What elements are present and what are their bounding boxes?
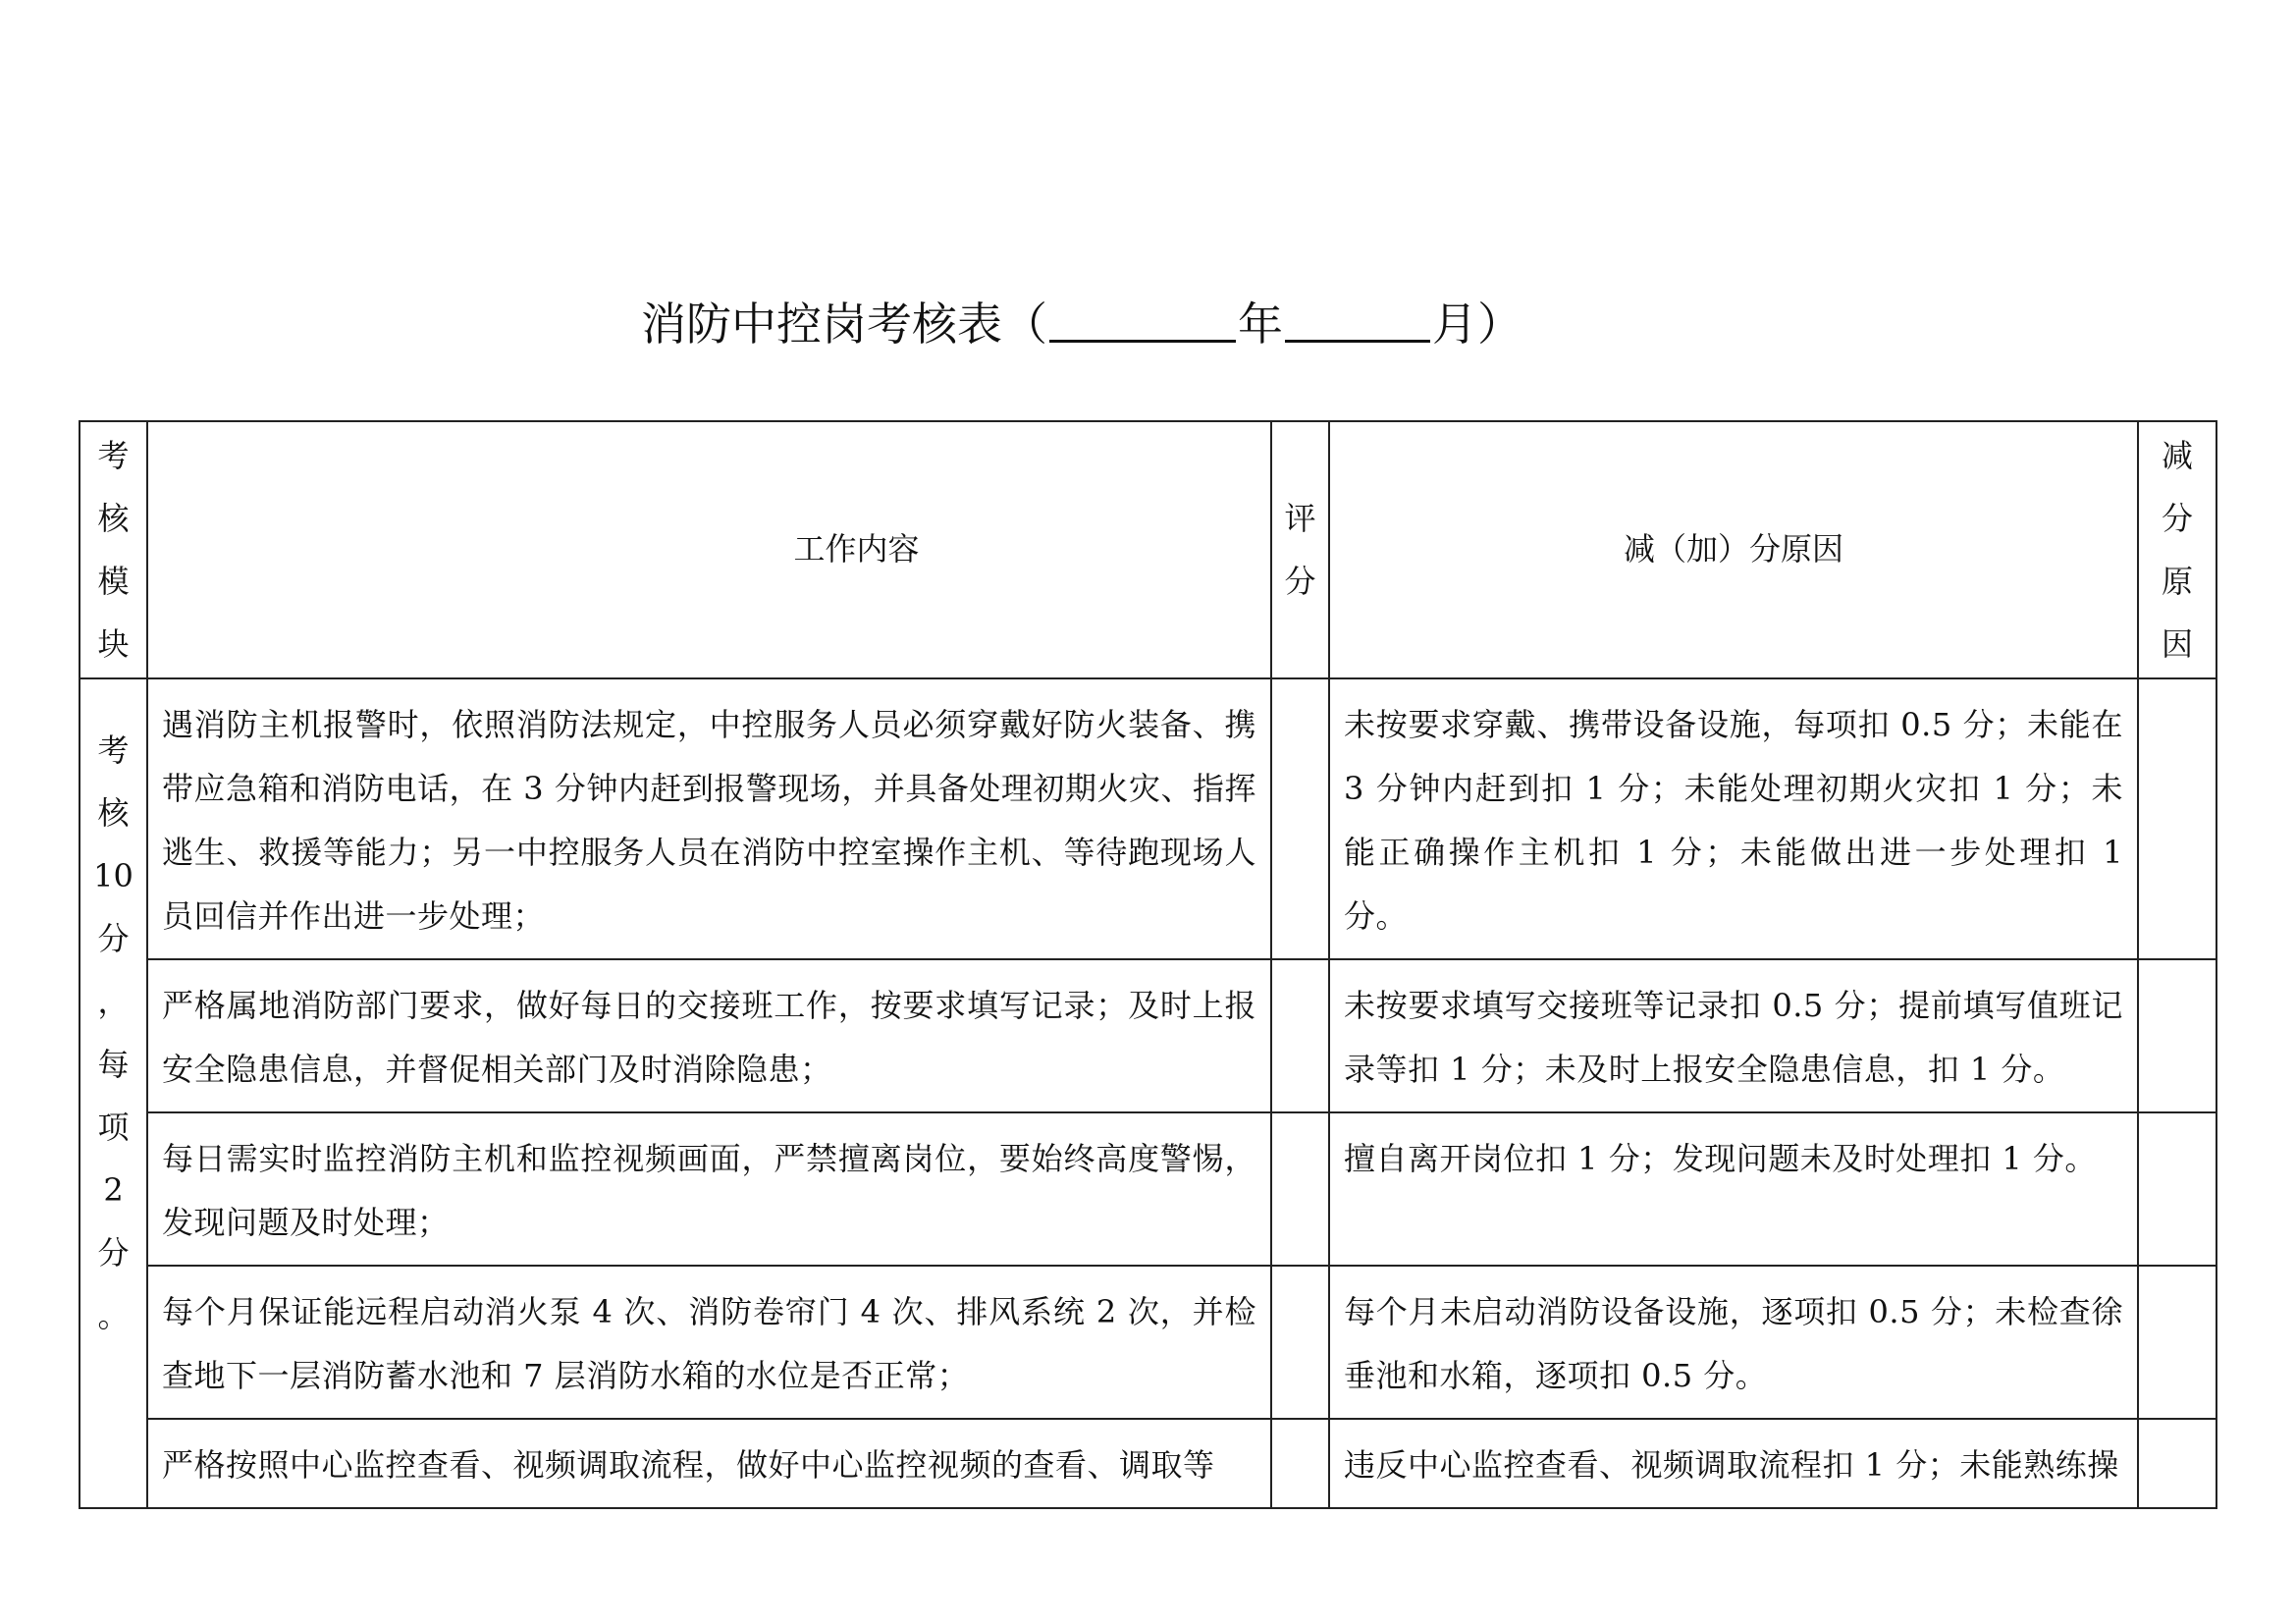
content-cell: 每个月保证能远程启动消火泵 4 次、消防卷帘门 4 次、排风系统 2 次，并检查地下一层消防蓄水池和 7 层消防水箱的水位是否正常； [147, 1266, 1271, 1419]
score-cell[interactable] [1271, 678, 1329, 959]
header-row [80, 421, 2216, 678]
month-blank-line [1285, 306, 1430, 343]
score-cell[interactable] [1271, 1419, 1329, 1508]
deduction-reason-cell[interactable] [2138, 1419, 2216, 1508]
reason-cell: 擅自离开岗位扣 1 分；发现问题未及时处理扣 1 分。 [1329, 1112, 2138, 1266]
deduction-reason-cell[interactable] [2138, 678, 2216, 959]
title-year-label: 年 [1238, 298, 1283, 351]
header-module: 考 核 模 块 [80, 421, 147, 678]
table-row [80, 959, 2216, 1112]
content-cell: 每日需实时监控消防主机和监控视频画面，严禁擅离岗位，要始终高度警惕，发现问题及时处理； [147, 1112, 1271, 1266]
deduction-reason-cell[interactable] [2138, 1112, 2216, 1266]
reason-cell: 违反中心监控查看、视频调取流程扣 1 分；未能熟练操 [1329, 1419, 2138, 1508]
assessment-table [79, 420, 2217, 1509]
table-row [80, 1419, 2216, 1508]
table-row [80, 678, 2216, 959]
page-title [641, 291, 1522, 357]
reason-cell: 每个月未启动消防设备设施，逐项扣 0.5 分；未检查徐垂池和水箱，逐项扣 0.5 分。 [1329, 1266, 2138, 1419]
title-month-label: 月） [1432, 298, 1522, 351]
year-blank-line [1049, 306, 1236, 343]
score-cell[interactable] [1271, 1266, 1329, 1419]
deduction-reason-cell[interactable] [2138, 959, 2216, 1112]
score-cell[interactable] [1271, 1112, 1329, 1266]
title-prefix: 消防中控岗考核表（ [641, 298, 1047, 351]
table-row [80, 1112, 2216, 1266]
reason-cell: 未按要求填写交接班等记录扣 0.5 分；提前填写值班记录等扣 1 分；未及时上报安全隐患信息，扣 1 分。 [1329, 959, 2138, 1112]
table-row [80, 1266, 2216, 1419]
header-deduction-reason: 减 分 原 因 [2138, 421, 2216, 678]
header-reason: 减（加）分原因 [1329, 421, 2138, 678]
content-cell: 严格属地消防部门要求，做好每日的交接班工作，按要求填写记录；及时上报安全隐患信息，并督促相关部门及时消除隐患； [147, 959, 1271, 1112]
content-cell: 严格按照中心监控查看、视频调取流程，做好中心监控视频的查看、调取等 [147, 1419, 1271, 1508]
module-cell: 考 核 10 分 ， 每 项 2 分 。 [80, 678, 147, 1508]
header-score: 评 分 [1271, 421, 1329, 678]
reason-cell: 未按要求穿戴、携带设备设施，每项扣 0.5 分；未能在 3 分钟内赶到扣 1 分；未能处理初期火灾扣 1 分；未能正确操作主机扣 1 分；未能做出进一步处理扣 1 分。 [1329, 678, 2138, 959]
deduction-reason-cell[interactable] [2138, 1266, 2216, 1419]
score-cell[interactable] [1271, 959, 1329, 1112]
content-cell: 遇消防主机报警时，依照消防法规定，中控服务人员必须穿戴好防火装备、携带应急箱和消防电话，在 3 分钟内赶到报警现场，并具备处理初期火灾、指挥逃生、救援等能力；另一中控服务人员在消防中控室操作主机、等待跑现场人员回信并作出进一步处理； [147, 678, 1271, 959]
header-work-content: 工作内容 [147, 421, 1271, 678]
